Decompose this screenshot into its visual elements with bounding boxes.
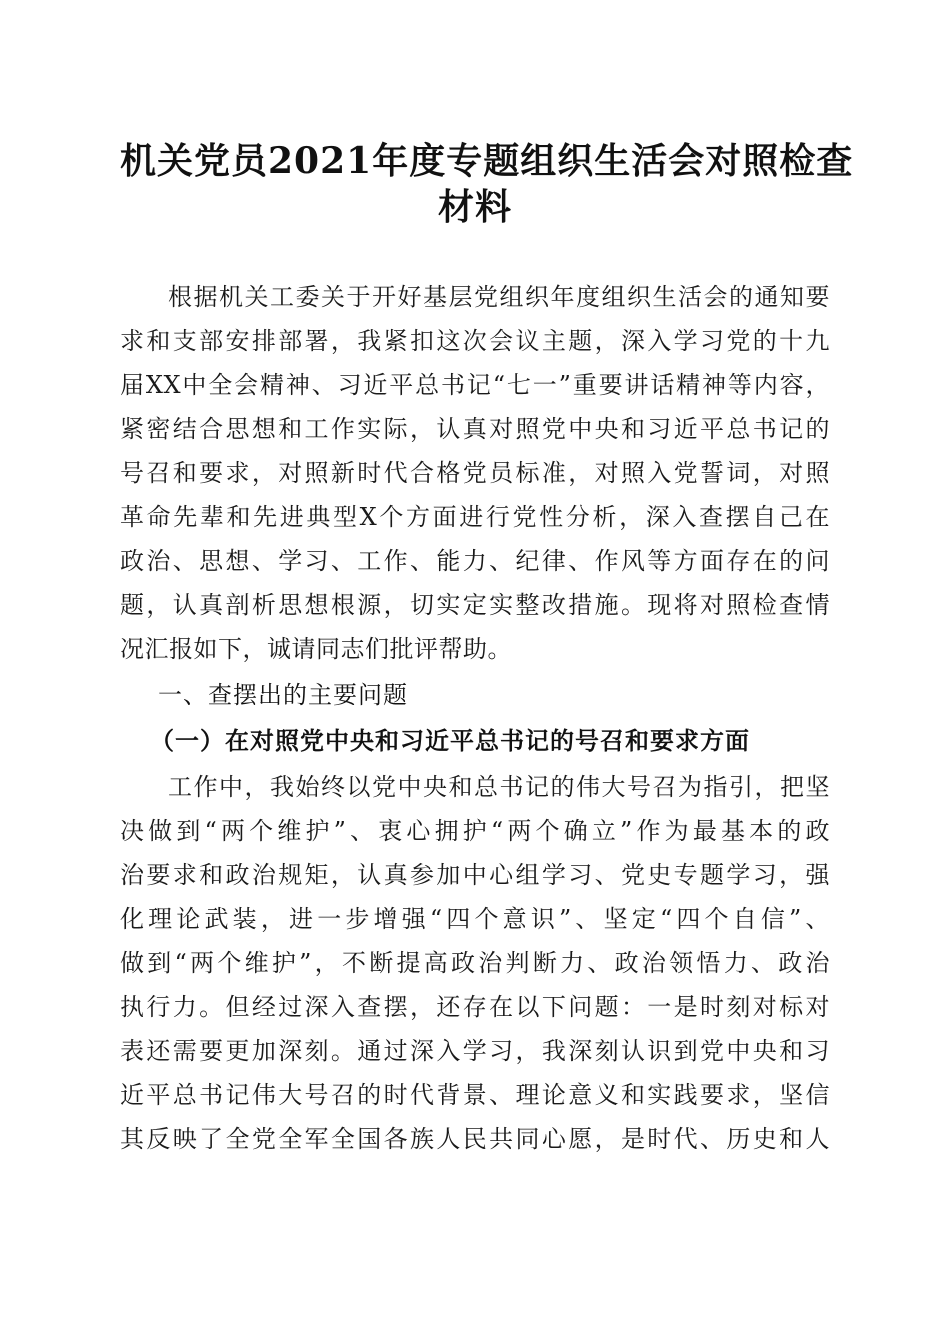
intro-line: 届XX中全会精神、习近平总书记“七一”重要讲话精神等内容， bbox=[120, 371, 830, 399]
intro-line: 政治、思想、学习、工作、能力、纪律、作风等方面存在的问 bbox=[120, 547, 830, 575]
body-line: 其反映了全党全军全国各族人民共同心愿，是时代、历史和人 bbox=[120, 1125, 830, 1153]
section-heading: 一、查摆出的主要问题 bbox=[158, 681, 408, 709]
body-line: 表还需要更加深刻。通过深入学习，我深刻认识到党中央和习 bbox=[120, 1037, 830, 1065]
intro-line: 根据机关工委关于开好基层党组织年度组织生活会的通知要 bbox=[168, 283, 830, 311]
intro-line: 紧密结合思想和工作实际，认真对照党中央和习近平总书记的 bbox=[120, 415, 830, 443]
document-title-line-2: 材料 bbox=[437, 186, 512, 228]
intro-line: 求和支部安排部署，我紧扣这次会议主题，深入学习党的十九 bbox=[120, 327, 830, 355]
body-line: 近平总书记伟大号召的时代背景、理论意义和实践要求，坚信 bbox=[120, 1081, 830, 1109]
document-title-line-1: 机关党员2021年度专题组织生活会对照检查 bbox=[120, 140, 854, 182]
body-line: 化理论武装，进一步增强“四个意识”、坚定“四个自信”、 bbox=[120, 905, 830, 933]
body-line: 执行力。但经过深入查摆，还存在以下问题：一是时刻对标对 bbox=[120, 993, 830, 1021]
intro-line: 号召和要求，对照新时代合格党员标准，对照入党誓词，对照 bbox=[120, 459, 830, 487]
body-line: 工作中，我始终以党中央和总书记的伟大号召为指引，把坚 bbox=[168, 773, 830, 801]
intro-line: 革命先辈和先进典型X个方面进行党性分析，深入查摆自己在 bbox=[120, 503, 830, 531]
body-line: 做到“两个维护”，不断提高政治判断力、政治领悟力、政治 bbox=[120, 949, 830, 977]
intro-line: 况汇报如下，诚请同志们批评帮助。 bbox=[120, 635, 512, 663]
body-line: 决做到“两个维护”、衷心拥护“两个确立”作为最基本的政 bbox=[120, 817, 830, 845]
intro-line: 题，认真剖析思想根源，切实定实整改措施。现将对照检查情 bbox=[120, 591, 830, 619]
subsection-heading: （一）在对照党中央和习近平总书记的号召和要求方面 bbox=[150, 726, 750, 755]
body-line: 治要求和政治规矩，认真参加中心组学习、党史专题学习，强 bbox=[120, 861, 830, 889]
